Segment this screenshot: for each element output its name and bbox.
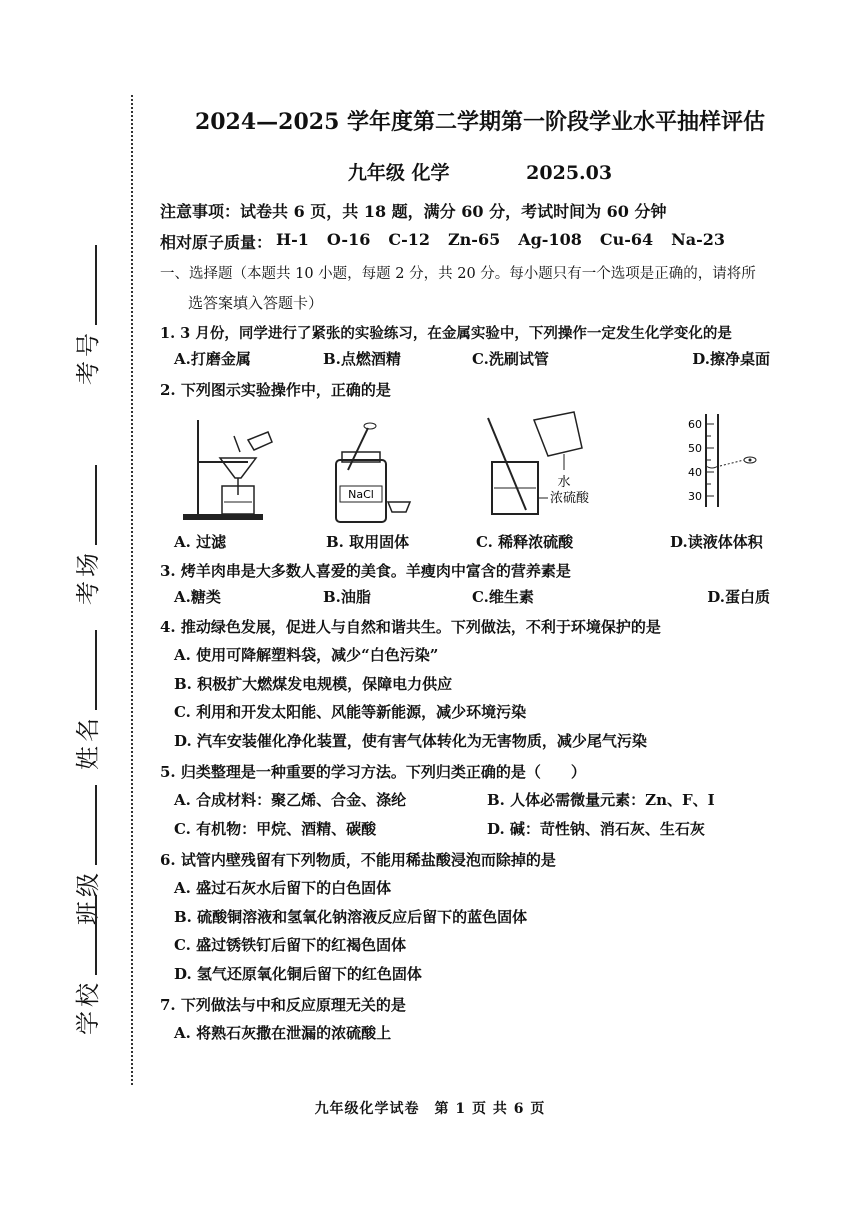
figure-filtration (178, 410, 278, 525)
atomic-mass: 相对原子质量： H-1 O-16 C-12 Zn-65 Ag-108 Cu-64 Na-23 (160, 230, 726, 252)
question-4: 4. 推动绿色发展，促进人与自然和谐共生。下列做法，不利于环境保护的是 (160, 618, 661, 637)
notice: 注意事项：试卷共 6 页，共 18 题，满分 60 分，考试时间为 60 分钟 (160, 202, 667, 221)
subject: 九年级 化学 (347, 162, 450, 184)
question-2-figures (160, 410, 800, 530)
svg-text:30: 30 (688, 489, 702, 503)
question-4-option-c[interactable]: C. 利用和开发太阳能、风能等新能源，减少环境污染 (174, 703, 527, 722)
question-2: 2. 下列图示实验操作中，正确的是 (160, 380, 391, 399)
svg-text:浓硫酸: 浓硫酸 (550, 490, 590, 506)
question-6-option-d[interactable]: D. 氢气还原氧化铜后留下的红色固体 (174, 964, 422, 983)
exam-title: 2024—2025 学年度第二学期第一阶段学业水平抽样评估 (194, 109, 766, 135)
question-4-option-b[interactable]: B. 积极扩大燃煤发电规模，保障电力供应 (174, 674, 453, 693)
question-4-option-d[interactable]: D. 汽车安装催化净化装置，使有害气体转化为无害物质，减少尾气污染 (174, 731, 647, 750)
figure-read-volume (668, 412, 768, 527)
question-6-option-c[interactable]: C. 盛过锈铁钉后留下的红褐色固体 (174, 936, 407, 955)
question-7-option-a[interactable]: A. 将熟石灰撒在泄漏的浓硫酸上 (174, 1024, 392, 1043)
exam-subtitle (160, 158, 800, 185)
figure-dilute-acid (478, 410, 628, 525)
figure-take-solid (328, 420, 418, 530)
question-3: 3. 烤羊肉串是大多数人喜爱的美食。羊瘦肉中富含的营养素是 (160, 561, 571, 580)
field-school[interactable]: 学校 (0, 975, 185, 1035)
question-6-option-b[interactable]: B. 硫酸铜溶液和氢氧化钠溶液反应后留下的蓝色固体 (174, 907, 528, 926)
question-7: 7. 下列做法与中和反应原理无关的是 (160, 996, 406, 1015)
section-heading: 一、选择题（本题共 10 小题，每题 2 分，共 20 分。每小题只有一个选项是正确的，请将所 选答案填入答题卡） (160, 266, 756, 312)
page-footer: 九年级化学试卷 第 1 页 共 6 页 (314, 1101, 546, 1117)
svg-text:水: 水 (557, 474, 571, 490)
question-3-options: A.糖类 B.油脂 C.维生素 D.蛋白质 (174, 587, 770, 606)
question-4-option-a[interactable]: A. 使用可降解塑料袋，减少“白色污染” (174, 646, 439, 665)
exam-date: 2025.03 (526, 162, 613, 184)
svg-text:50: 50 (688, 441, 702, 455)
question-6-option-a[interactable]: A. 盛过石灰水后留下的白色固体 (174, 879, 392, 898)
question-5-options-row1: A. 合成材料：聚乙烯、合金、涤纶 B. 人体必需微量元素：Zn、F、I (174, 791, 715, 810)
svg-text:60: 60 (688, 417, 702, 431)
question-6: 6. 试管内壁残留有下列物质，不能用稀盐酸浸泡而除掉的是 (160, 851, 556, 870)
svg-text:40: 40 (688, 465, 702, 479)
question-2-options: A. 过滤 B. 取用固体 C. 稀释浓硫酸 D.读液体体积 (174, 532, 763, 551)
question-1: 1. 3 月份，同学进行了紧张的实验练习，在金属实验中，下列操作一定发生化学变化的是 (160, 325, 732, 343)
question-5-options-row2: C. 有机物：甲烷、酒精、碳酸 D. 碱：苛性钠、消石灰、生石灰 (174, 819, 705, 838)
field-exam-number[interactable]: 考号 (0, 325, 185, 385)
svg-text:NaCl: NaCl (348, 487, 374, 501)
question-1-options: A.打磨金属 B.点燃酒精 C.洗刷试管 D.擦净桌面 (174, 350, 770, 369)
field-exam-room[interactable]: 考场 (0, 545, 185, 605)
exam-page (160, 100, 800, 1048)
field-name[interactable]: 姓名 (0, 710, 185, 770)
question-5: 5. 归类整理是一种重要的学习方法。下列归类正确的是（ ） (160, 763, 586, 782)
field-class[interactable]: 班级 (0, 865, 185, 925)
